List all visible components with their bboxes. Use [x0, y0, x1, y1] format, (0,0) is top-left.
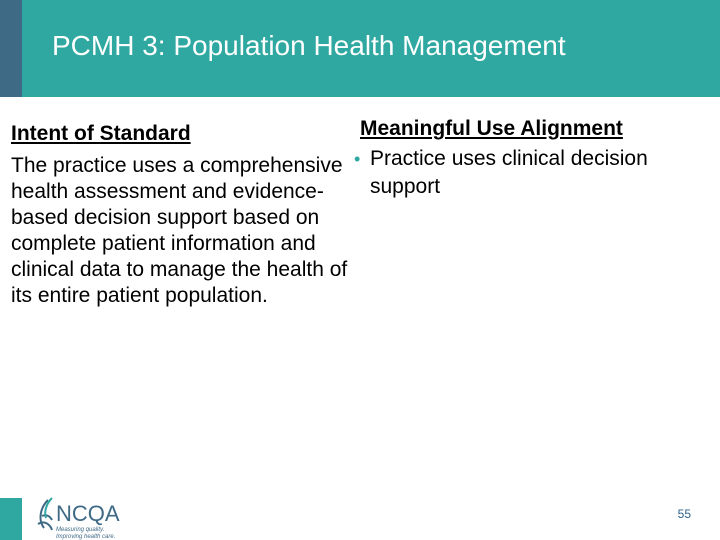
logo-tagline-1: Measuring quality. [56, 527, 105, 533]
title-bar [0, 0, 720, 97]
footer-accent [0, 498, 22, 540]
intent-column [11, 119, 356, 309]
meaningful-use-heading: Meaningful Use Alignment [360, 117, 623, 140]
bullet-item [354, 145, 705, 201]
ncqa-logo [34, 490, 159, 540]
title-bar-accent [0, 0, 22, 97]
intent-heading: Intent of Standard [11, 122, 191, 145]
intent-body: The practice uses a comprehensive health assessment and evidence-based decision support based on complete patient information and clinical data to manage the health of its entire patient population. [11, 154, 348, 307]
page-number: 55 [677, 507, 691, 521]
bullet-text: Practice uses clinical decision support [370, 147, 648, 198]
bullet-icon: • [354, 149, 361, 169]
meaningful-use-column [354, 115, 705, 201]
slide-title: PCMH 3: Population Health Management [52, 30, 566, 61]
logo-text: NCQA [56, 501, 120, 526]
logo-tagline-2: Improving health care. [56, 534, 116, 540]
